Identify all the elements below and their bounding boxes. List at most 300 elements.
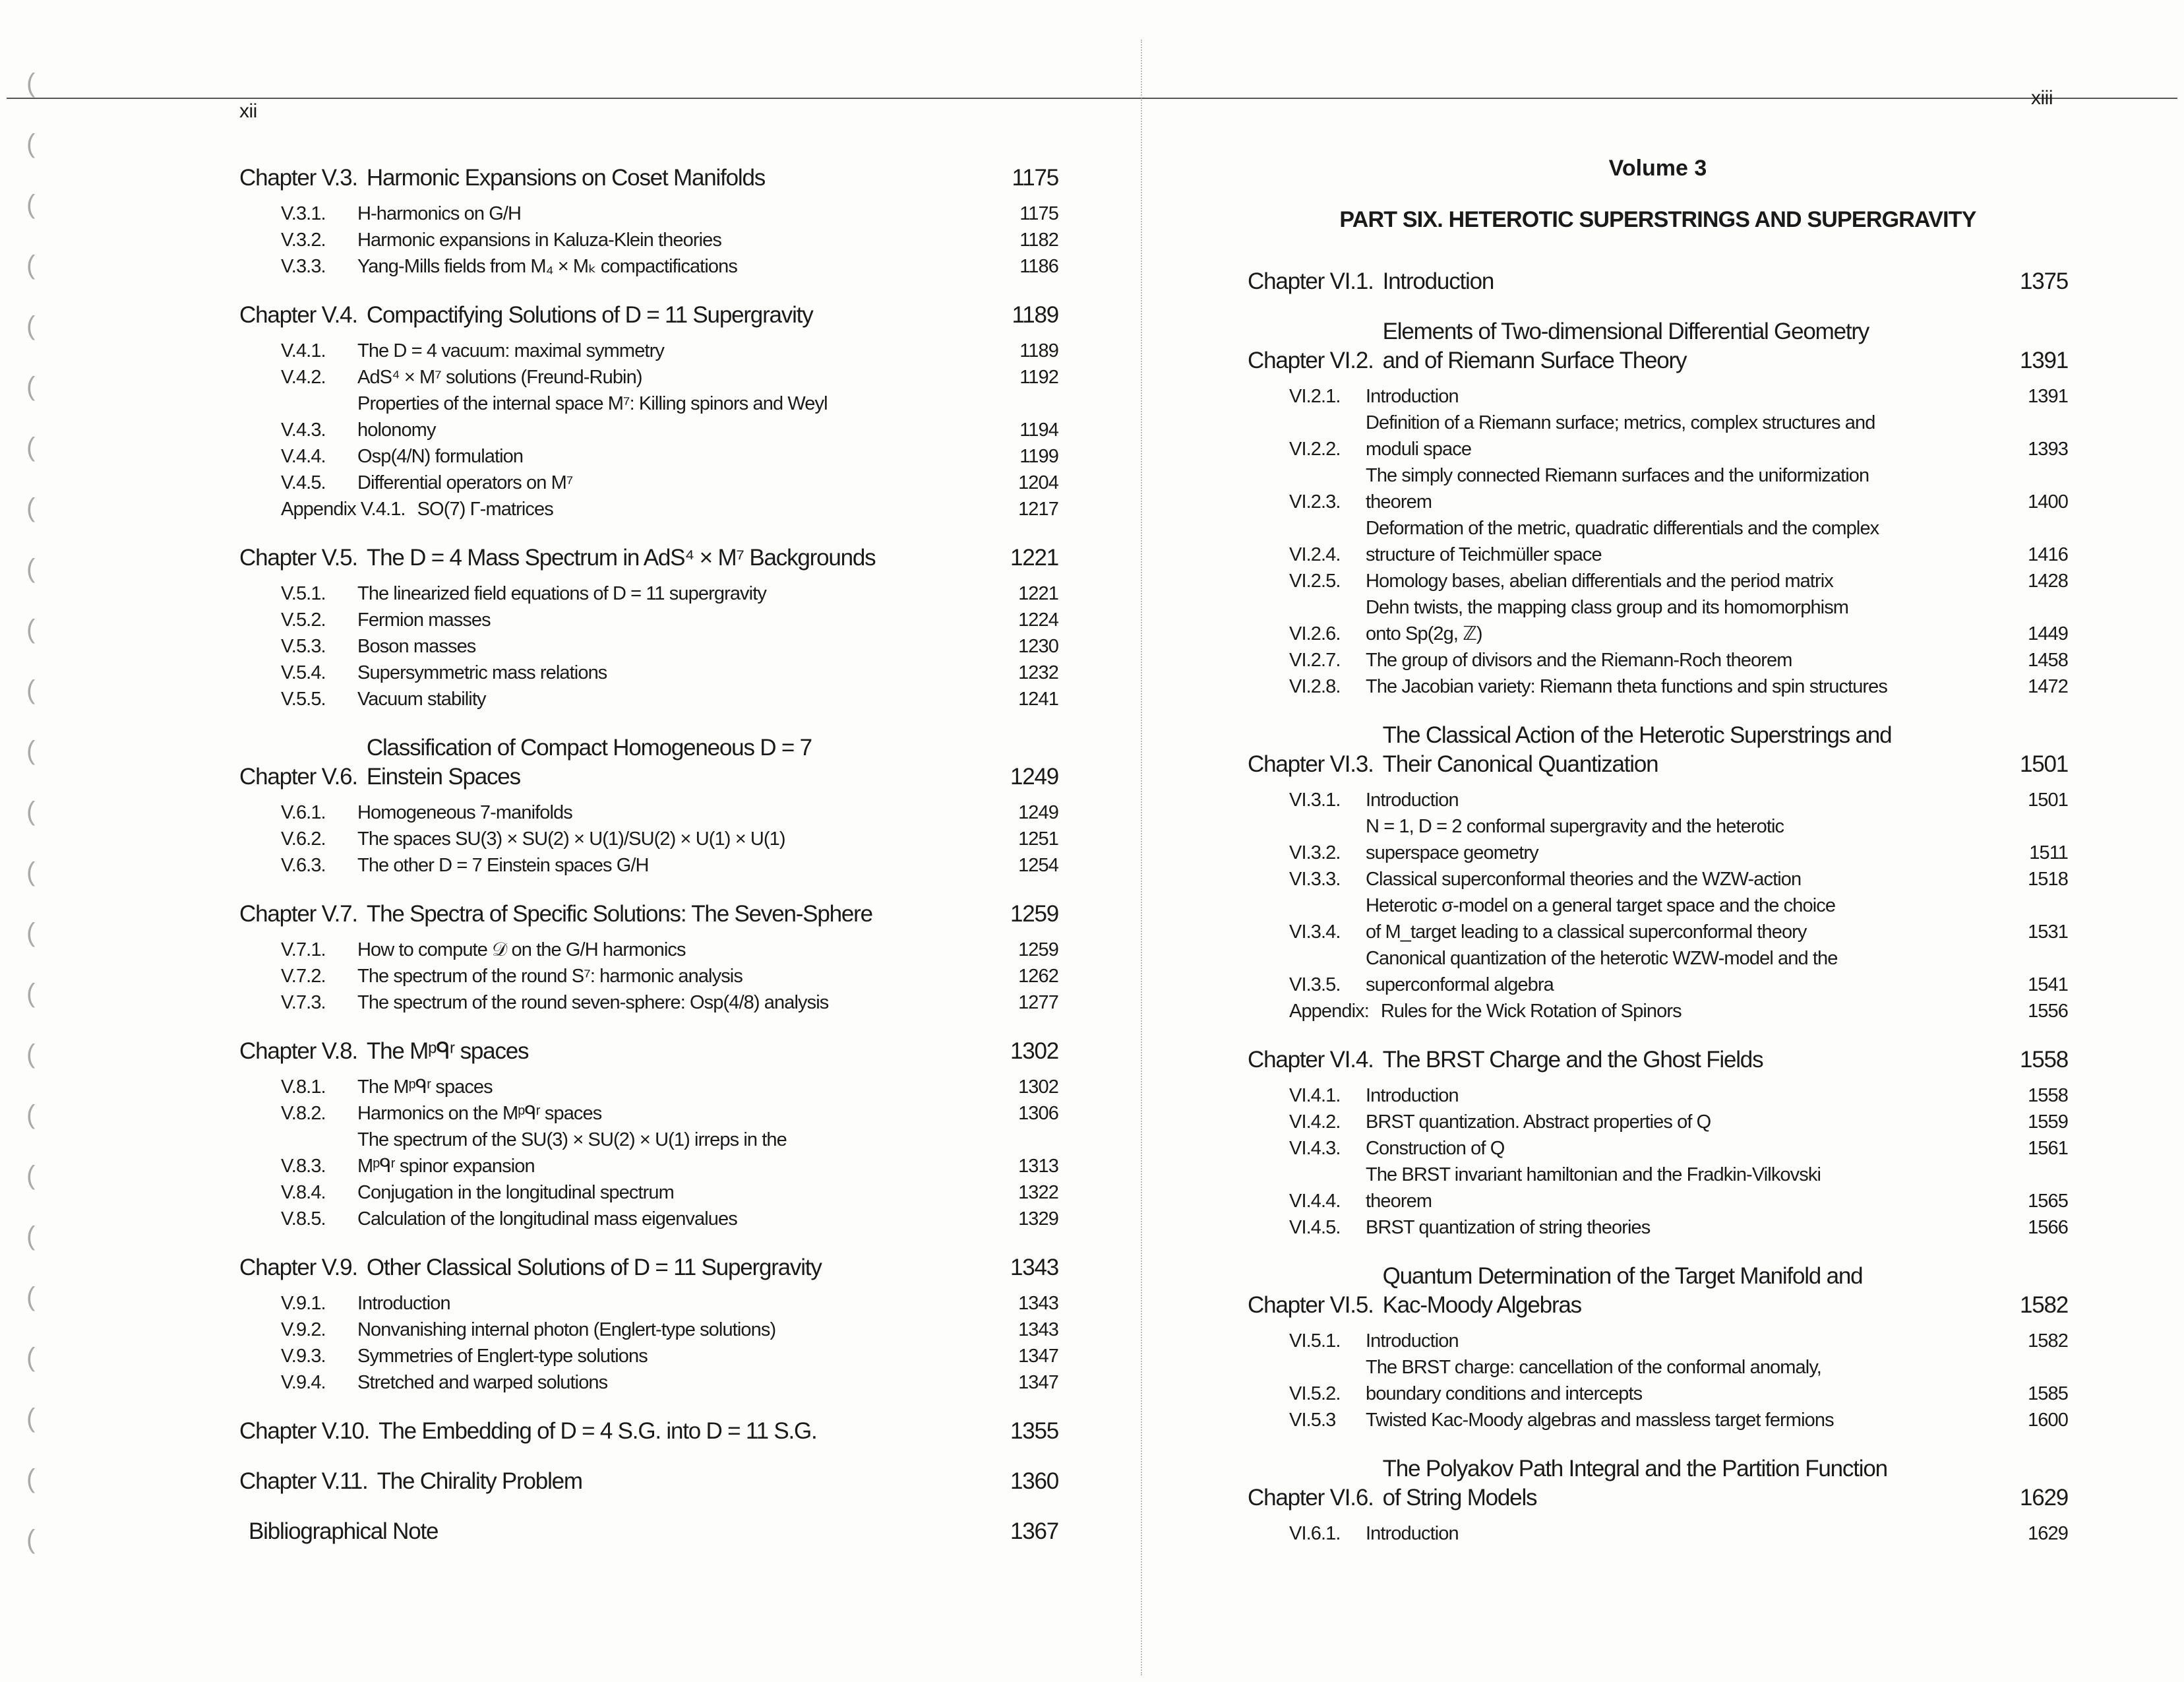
entry-title-line: Supersymmetric mass relations — [357, 662, 607, 683]
entry-title — [1381, 998, 2028, 1024]
entry-number: Appendix: — [1289, 1001, 1369, 1022]
toc-entry-section — [239, 364, 1058, 390]
toc-entry-section — [239, 443, 1058, 470]
toc-entry-section — [239, 826, 1058, 852]
entry-title-line: Twisted Kac-Moody algebras and massless target fermions — [1366, 1410, 1834, 1431]
entry-title — [1366, 462, 2028, 515]
entry-page-number: 1391 — [2028, 386, 2068, 407]
entry-number: V.3.3. — [281, 256, 326, 277]
entry-title — [1366, 1135, 2028, 1162]
entry-title — [1366, 787, 2028, 813]
entry-title-line: Boson masses — [357, 636, 476, 657]
entry-title — [1366, 1407, 2028, 1433]
entry-number: V.8.5. — [281, 1208, 326, 1230]
entry-number: V.4.5. — [281, 472, 326, 493]
entry-title-line: Introduction — [357, 1293, 450, 1314]
entry-title-line: Other Classical Solutions of D = 11 Supergravity — [366, 1255, 822, 1280]
entry-title — [367, 164, 1012, 193]
toc-entry-section — [1248, 647, 2068, 673]
entry-page-number: 1458 — [2028, 650, 2068, 671]
toc-entry-section — [239, 1369, 1058, 1396]
entry-number: V.8.1. — [281, 1076, 326, 1098]
entry-number: VI.4.5. — [1289, 1217, 1341, 1238]
toc-entry-section — [239, 580, 1058, 607]
entry-title-line: BRST quantization. Abstract properties of Q — [1366, 1111, 1711, 1133]
scan-margin-marks: ( ( ( ( ( ( ( ( ( ( ( ( ( ( ( ( ( ( ( ( ( ( ( ( ( — [26, 69, 36, 1554]
entry-page-number: 1428 — [2028, 571, 2068, 592]
toc-entry-appendix — [1248, 998, 2068, 1024]
toc-entry-section — [239, 660, 1058, 686]
entry-page-number: 1189 — [1012, 302, 1058, 328]
entry-title — [357, 1074, 1018, 1100]
entry-page-number: 1259 — [1018, 939, 1058, 960]
entry-title — [1366, 515, 2028, 568]
entry-title-line: The Jacobian variety: Riemann theta functions and spin structures — [1366, 676, 1888, 697]
entry-title-line: Osp(4/N) formulation — [357, 446, 524, 467]
toc-entry-section — [1248, 1214, 2068, 1241]
entry-title-line: The D = 4 Mass Spectrum in AdS⁴ × M⁷ Backgrounds — [366, 545, 876, 571]
toc-entry-section — [239, 852, 1058, 879]
toc-left-page — [239, 164, 1058, 1554]
entry-title-line: Homogeneous 7-manifolds — [357, 802, 572, 823]
entry-page-number: 1306 — [1018, 1103, 1058, 1124]
entry-title — [249, 1517, 1010, 1546]
entry-number: Chapter V.4. — [239, 302, 357, 328]
toc-entry-chapter — [1248, 1045, 2068, 1075]
entry-page-number: 1375 — [2019, 268, 2068, 294]
entry-title-line: of String Models — [1382, 1485, 1537, 1511]
entry-page-number: 1347 — [1018, 1346, 1058, 1367]
entry-page-number: 1582 — [2028, 1330, 2068, 1352]
entry-page-number: 1558 — [2028, 1085, 2068, 1106]
entry-title — [1366, 568, 2028, 594]
entry-number: VI.2.5. — [1289, 571, 1341, 592]
toc-entry-section — [239, 1179, 1058, 1206]
entry-page-number: 1355 — [1010, 1418, 1058, 1444]
entry-title — [357, 852, 1018, 879]
entry-page-number: 1472 — [2028, 676, 2068, 697]
entry-title-line: Conjugation in the longitudinal spectrum — [357, 1182, 674, 1203]
entry-title — [357, 633, 1018, 660]
entry-title-line: N = 1, D = 2 conformal supergravity and the heterotic — [1366, 816, 1784, 837]
entry-page-number: 1182 — [1019, 230, 1058, 251]
page-number-right: xiii — [2031, 87, 2053, 109]
toc-entry-chapter — [239, 1037, 1058, 1066]
entry-page-number: 1322 — [1018, 1182, 1058, 1203]
entry-title — [1366, 673, 2028, 700]
entry-page-number: 1531 — [2028, 921, 2068, 943]
entry-title-line: structure of Teichmüller space — [1366, 544, 1602, 565]
entry-title-line: Harmonic Expansions on Coset Manifolds — [366, 165, 766, 191]
entry-title — [1366, 647, 2028, 673]
entry-title-line: The D = 4 vacuum: maximal symmetry — [357, 340, 664, 361]
toc-entry-section — [239, 633, 1058, 660]
entry-page-number: 1186 — [1019, 256, 1058, 277]
entry-number: V.9.2. — [281, 1319, 326, 1340]
entry-title-line: Classical superconformal theories and the WZW-action — [1366, 869, 1802, 890]
toc-entry-section — [239, 253, 1058, 280]
entry-title — [357, 1127, 1018, 1179]
toc-entry-chapter — [239, 733, 1058, 792]
entry-number: VI.3.1. — [1289, 790, 1341, 811]
toc-entry-chapter — [1248, 317, 2068, 375]
entry-title — [357, 1290, 1018, 1317]
entry-page-number: 1254 — [1018, 855, 1058, 876]
entry-number: V.9.3. — [281, 1346, 326, 1367]
toc-entry-section — [239, 338, 1058, 364]
entry-page-number: 1241 — [1018, 689, 1058, 710]
entry-title-line: Einstein Spaces — [366, 764, 520, 790]
entry-title-line: Properties of the internal space M⁷: Killing spinors and Weyl — [357, 393, 828, 414]
entry-title — [367, 900, 1010, 929]
entry-title — [1366, 813, 2029, 866]
entry-title-line: onto Sp(2g, ℤ) — [1366, 623, 1482, 644]
entry-title-line: Nonvanishing internal photon (Englert-type solutions) — [357, 1319, 776, 1340]
entry-title — [357, 338, 1019, 364]
entry-title-line: Differential operators on M⁷ — [357, 472, 573, 493]
entry-title — [1366, 1520, 2028, 1547]
entry-page-number: 1249 — [1018, 802, 1058, 823]
book-gutter — [1141, 40, 1142, 1675]
entry-page-number: 1367 — [1010, 1518, 1058, 1544]
entry-title — [1366, 383, 2028, 410]
entry-number: V.6.1. — [281, 802, 326, 823]
entry-title-line: Compactifying Solutions of D = 11 Supergravity — [366, 302, 813, 328]
entry-number: Chapter VI.6. — [1248, 1485, 1374, 1511]
entry-page-number: 1277 — [1018, 992, 1058, 1013]
entry-number: Chapter VI.1. — [1248, 268, 1374, 294]
toc-entry-section — [239, 1317, 1058, 1343]
toc-entry-chapter — [239, 164, 1058, 193]
entry-page-number: 1556 — [2028, 1001, 2068, 1022]
entry-title — [357, 443, 1019, 470]
entry-title-line: theorem — [1366, 1191, 1432, 1212]
entry-page-number: 1559 — [2028, 1111, 2068, 1133]
entry-title-line: Canonical quantization of the heterotic WZW-model and the — [1366, 948, 1838, 969]
entry-title-line: The group of divisors and the Riemann-Roch theorem — [1366, 650, 1792, 671]
entry-page-number: 1629 — [2019, 1485, 2068, 1511]
toc-entry-section — [239, 1100, 1058, 1127]
entry-page-number: 1585 — [2028, 1383, 2068, 1404]
toc-entry-section — [1248, 1135, 2068, 1162]
entry-title-line: and of Riemann Surface Theory — [1382, 348, 1687, 373]
entry-number: Chapter V.11. — [239, 1468, 368, 1494]
entry-title-line: boundary conditions and intercepts — [1366, 1383, 1643, 1404]
entry-page-number: 1347 — [1018, 1372, 1058, 1393]
entry-number: VI.2.4. — [1289, 544, 1341, 565]
entry-number: V.4.1. — [281, 340, 326, 361]
entry-page-number: 1343 — [1018, 1319, 1058, 1340]
entry-title-line: AdS⁴ × M⁷ solutions (Freund-Rubin) — [357, 367, 642, 388]
entry-number: VI.2.2. — [1289, 439, 1341, 460]
entry-number: V.4.4. — [281, 446, 326, 467]
entry-page-number: 1251 — [1018, 828, 1058, 850]
entry-title-line: The other D = 7 Einstein spaces G/H — [357, 855, 649, 876]
entry-page-number: 1561 — [2028, 1138, 2068, 1159]
toc-entry-section — [1248, 568, 2068, 594]
toc-entry-section — [239, 1206, 1058, 1232]
entry-title — [1366, 1354, 2028, 1407]
entry-number: VI.2.8. — [1289, 676, 1341, 697]
entry-title-line: SO(7) Γ-matrices — [417, 499, 553, 520]
entry-title — [357, 253, 1019, 280]
entry-page-number: 1343 — [1018, 1293, 1058, 1314]
entry-number: VI.2.7. — [1289, 650, 1341, 671]
entry-page-number: 1175 — [1012, 165, 1058, 191]
toc-entry-section — [239, 607, 1058, 633]
entry-title-line: Stretched and warped solutions — [357, 1372, 608, 1393]
entry-page-number: 1194 — [1019, 420, 1058, 441]
toc-entry-section — [1248, 410, 2068, 462]
toc-entry-section — [239, 989, 1058, 1016]
toc-entry-chapter — [239, 1517, 1058, 1546]
entry-title-line: Homology bases, abelian differentials and the period matrix — [1366, 571, 1833, 592]
entry-title-line: The Classical Action of the Heterotic Superstrings and — [1382, 722, 1892, 748]
entry-title — [357, 1100, 1018, 1127]
entry-title — [357, 227, 1019, 253]
entry-number: Chapter VI.5. — [1248, 1292, 1374, 1318]
toc-entry-section — [1248, 892, 2068, 945]
entry-number: Chapter VI.3. — [1248, 751, 1374, 777]
entry-title-line: Harmonic expansions in Kaluza-Klein theories — [357, 230, 721, 251]
entry-number: Chapter V.8. — [239, 1038, 357, 1064]
entry-number: V.8.4. — [281, 1182, 326, 1203]
toc-entry-chapter — [239, 1467, 1058, 1496]
entry-page-number: 1192 — [1019, 367, 1058, 388]
entry-page-number: 1360 — [1010, 1468, 1058, 1494]
toc-entry-section — [239, 227, 1058, 253]
entry-title-line: of M_target leading to a classical superconformal theory — [1366, 921, 1807, 943]
entry-title — [367, 1253, 1010, 1282]
entry-page-number: 1259 — [1010, 901, 1058, 927]
toc-entry-section — [1248, 594, 2068, 647]
entry-title-line: Introduction — [1382, 268, 1494, 294]
entry-title-line: Harmonics on the Mᵖᑫʳ spaces — [357, 1103, 602, 1124]
entry-number: VI.3.2. — [1289, 842, 1341, 863]
entry-title-line: Construction of Q — [1366, 1138, 1505, 1159]
entry-title-line: superconformal algebra — [1366, 974, 1554, 995]
entry-page-number: 1511 — [2029, 842, 2068, 863]
volume-heading: Volume 3 — [1608, 156, 1707, 181]
toc-entry-section — [1248, 1109, 2068, 1135]
entry-page-number: 1565 — [2028, 1191, 2068, 1212]
entry-page-number: 1232 — [1018, 662, 1058, 683]
entry-number: Chapter V.5. — [239, 545, 357, 571]
entry-title-line: Introduction — [1366, 1085, 1459, 1106]
toc-entry-section — [239, 937, 1058, 963]
part-heading: PART SIX. HETEROTIC SUPERSTRINGS AND SUPERGRAVITY — [1339, 207, 1976, 232]
entry-page-number: 1566 — [2028, 1217, 2068, 1238]
entry-title-line: Their Canonical Quantization — [1382, 751, 1658, 777]
entry-title-line: Bibliographical Note — [249, 1518, 439, 1544]
entry-title-line: The Mᵖᑫʳ spaces — [366, 1038, 529, 1064]
entry-page-number: 1199 — [1019, 446, 1058, 467]
entry-title — [1366, 1328, 2028, 1354]
entry-title-line: Definition of a Riemann surface; metrics, complex structures and — [1366, 412, 1875, 433]
entry-page-number: 1416 — [2028, 544, 2068, 565]
entry-title-line: The linearized field equations of D = 11 supergravity — [357, 583, 766, 604]
entry-number: Appendix V.4.1. — [281, 499, 406, 520]
entry-number: V.7.3. — [281, 992, 326, 1013]
entry-title-line: Quantum Determination of the Target Manifold and — [1382, 1263, 1863, 1289]
entry-title-line: Dehn twists, the mapping class group and its homomorphism — [1366, 597, 1849, 618]
entry-title-line: Classification of Compact Homogeneous D = 7 — [366, 735, 812, 761]
entry-title-line: superspace geometry — [1366, 842, 1538, 863]
toc-entry-section — [239, 470, 1058, 496]
entry-title — [1366, 866, 2028, 892]
entry-title — [417, 496, 1018, 522]
entry-title-line: Introduction — [1366, 790, 1459, 811]
entry-page-number: 1262 — [1018, 966, 1058, 987]
toc-entry-section — [1248, 1407, 2068, 1433]
entry-title — [357, 201, 1019, 227]
entry-page-number: 1393 — [2028, 439, 2068, 460]
entry-title-line: Symmetries of Englert-type solutions — [357, 1346, 648, 1367]
entry-page-number: 1175 — [1019, 203, 1058, 224]
entry-number: V.5.5. — [281, 689, 326, 710]
entry-number: V.7.2. — [281, 966, 326, 987]
entry-number: VI.2.6. — [1289, 623, 1341, 644]
entry-title-line: moduli space — [1366, 439, 1472, 460]
entry-title — [1383, 1045, 2020, 1075]
entry-page-number: 1400 — [2028, 491, 2068, 513]
entry-number: VI.4.4. — [1289, 1191, 1341, 1212]
entry-title — [1366, 892, 2028, 945]
entry-page-number: 1501 — [2028, 790, 2068, 811]
toc-entry-section — [239, 963, 1058, 989]
toc-entry-appendix — [239, 496, 1058, 522]
entry-title — [1383, 721, 2020, 779]
entry-number: VI.3.4. — [1289, 921, 1341, 943]
entry-number: V.5.1. — [281, 583, 326, 604]
entry-title-line: Yang-Mills fields from M₄ × Mₖ compactifications — [357, 256, 737, 277]
entry-title — [357, 580, 1018, 607]
entry-title — [357, 1317, 1018, 1343]
toc-entry-chapter — [239, 301, 1058, 330]
entry-title-line: H-harmonics on G/H — [357, 203, 522, 224]
entry-title-line: The Mᵖᑫʳ spaces — [357, 1076, 493, 1098]
entry-page-number: 1302 — [1018, 1076, 1058, 1098]
entry-number: V.6.3. — [281, 855, 326, 876]
entry-title — [357, 1206, 1018, 1232]
entry-title — [377, 1467, 1010, 1496]
toc-entry-chapter — [239, 1253, 1058, 1282]
entry-page-number: 1391 — [2019, 348, 2068, 373]
entry-title-line: The spectrum of the round seven-sphere: Osp(4/8) analysis — [357, 992, 829, 1013]
toc-entry-section — [1248, 1520, 2068, 1547]
entry-page-number: 1449 — [2028, 623, 2068, 644]
entry-page-number: 1558 — [2019, 1047, 2068, 1073]
entry-title-line: The Chirality Problem — [377, 1468, 582, 1494]
entry-title-line: Deformation of the metric, quadratic differentials and the complex — [1366, 518, 1879, 539]
entry-page-number: 1230 — [1018, 636, 1058, 657]
entry-title — [357, 1343, 1018, 1369]
entry-number: V.9.4. — [281, 1372, 326, 1393]
toc-entry-section — [239, 390, 1058, 443]
entry-number: V.8.2. — [281, 1103, 326, 1124]
entry-number: VI.5.3 — [1289, 1410, 1336, 1431]
entry-number: Chapter V.6. — [239, 764, 357, 790]
entry-number: VI.2.3. — [1289, 491, 1341, 513]
entry-title-line: Rules for the Wick Rotation of Spinors — [1380, 1001, 1682, 1022]
entry-number: V.4.2. — [281, 367, 326, 388]
entry-page-number: 1204 — [1018, 472, 1058, 493]
entry-title — [357, 826, 1018, 852]
entry-title — [357, 607, 1018, 633]
entry-number: Chapter VI.2. — [1248, 348, 1374, 373]
entry-title — [1366, 945, 2028, 998]
toc-entry-section — [239, 1290, 1058, 1317]
toc-entry-section — [1248, 866, 2068, 892]
entry-title-line: Kac-Moody Algebras — [1382, 1292, 1581, 1318]
entry-title-line: The Embedding of D = 4 S.G. into D = 11 S.G. — [379, 1418, 817, 1444]
entry-title-line: The BRST invariant hamiltonian and the Fradkin-Vilkovski — [1366, 1164, 1821, 1185]
entry-number: V.3.1. — [281, 203, 326, 224]
toc-entry-section — [239, 799, 1058, 826]
toc-right-page — [1248, 267, 2068, 1547]
entry-title-line: How to compute 𝒟 on the G/H harmonics — [357, 939, 686, 960]
entry-number: Chapter V.7. — [239, 901, 357, 927]
entry-title — [357, 963, 1018, 989]
toc-entry-chapter — [1248, 1262, 2068, 1320]
toc-entry-chapter — [1248, 721, 2068, 779]
entry-title — [367, 1037, 1010, 1066]
entry-title-line: The spectrum of the SU(3) × SU(2) × U(1) irreps in the — [357, 1129, 787, 1150]
entry-title — [357, 937, 1018, 963]
entry-number: Chapter VI.4. — [1248, 1047, 1374, 1073]
entry-number: V.7.1. — [281, 939, 326, 960]
entry-number: VI.3.5. — [1289, 974, 1341, 995]
entry-title-line: The Polyakov Path Integral and the Partition Function — [1382, 1456, 1887, 1481]
toc-entry-chapter — [239, 544, 1058, 573]
entry-title-line: The spectrum of the round S⁷: harmonic analysis — [357, 966, 743, 987]
toc-entry-section — [239, 1343, 1058, 1369]
entry-number: V.5.3. — [281, 636, 326, 657]
entry-number: VI.4.2. — [1289, 1111, 1341, 1133]
entry-title-line: Introduction — [1366, 1330, 1459, 1352]
entry-number: VI.3.3. — [1289, 869, 1341, 890]
entry-title — [1366, 1109, 2028, 1135]
entry-title — [357, 470, 1018, 496]
entry-number: VI.4.3. — [1289, 1138, 1341, 1159]
toc-entry-chapter — [1248, 267, 2068, 296]
toc-entry-section — [1248, 383, 2068, 410]
entry-number: V.5.4. — [281, 662, 326, 683]
entry-title-line: Vacuum stability — [357, 689, 486, 710]
entry-page-number: 1313 — [1018, 1156, 1058, 1177]
entry-title-line: The BRST Charge and the Ghost Fields — [1382, 1047, 1763, 1073]
toc-entry-section — [239, 201, 1058, 227]
entry-title — [367, 733, 1010, 792]
entry-page-number: 1629 — [2028, 1523, 2068, 1544]
entry-page-number: 1221 — [1018, 583, 1058, 604]
toc-entry-section — [1248, 462, 2068, 515]
entry-title-line: Heterotic σ-model on a general target space and the choice — [1366, 895, 1836, 916]
entry-title-line: Fermion masses — [357, 609, 491, 631]
entry-title-line: The Spectra of Specific Solutions: The Seven-Sphere — [366, 901, 872, 927]
entry-page-number: 1518 — [2028, 869, 2068, 890]
entry-title-line: Elements of Two-dimensional Differential Geometry — [1382, 319, 1869, 344]
entry-title — [1366, 410, 2028, 462]
entry-number: Chapter V.10. — [239, 1418, 370, 1444]
entry-number: VI.4.1. — [1289, 1085, 1341, 1106]
entry-page-number: 1343 — [1010, 1255, 1058, 1280]
entry-title-line: Introduction — [1366, 1523, 1459, 1544]
entry-title — [357, 989, 1018, 1016]
entry-number: VI.5.2. — [1289, 1383, 1341, 1404]
entry-number: Chapter V.9. — [239, 1255, 357, 1280]
toc-entry-section — [1248, 1328, 2068, 1354]
